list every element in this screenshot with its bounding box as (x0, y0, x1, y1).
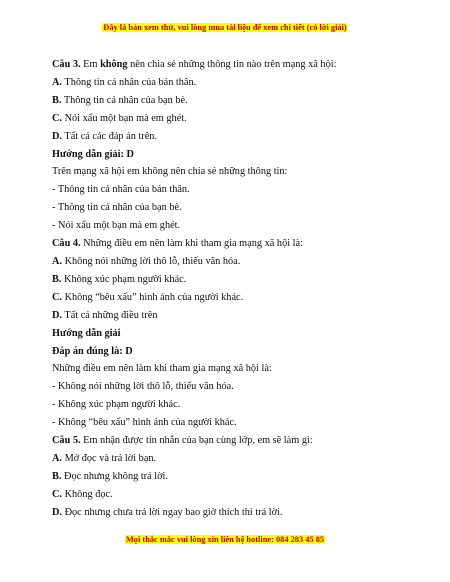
hotline-banner (0, 535, 450, 544)
answer-text: Đáp án đúng là: D (52, 345, 133, 357)
option-letter: B. (52, 470, 62, 482)
option-c (52, 110, 412, 128)
solution-heading (52, 146, 412, 164)
option-letter: D. (52, 506, 63, 518)
option-text: Không nói những lời thô lỗ, thiếu văn hóa. (62, 255, 241, 267)
option-text: Không đọc. (62, 488, 113, 500)
option-letter: C. (52, 291, 63, 303)
explanation-item: - Thông tin cá nhân của bạn bè. (52, 202, 182, 214)
option-letter: A. (52, 76, 63, 88)
option-text: Đọc nhưng chưa trả lời ngay bao giờ thích thì trả lời. (62, 506, 283, 518)
option-a (52, 450, 412, 468)
hotline-banner-text: Mọi thắc mắc vui lòng xin liên hệ hotline: 084 283 45 85 (125, 535, 325, 544)
option-a (52, 253, 412, 271)
explanation-item: - Không xúc phạm người khác. (52, 399, 181, 411)
option-text: Thông tin cá nhân của bản thân. (62, 76, 197, 88)
option-letter: B. (52, 273, 62, 285)
explanation-intro: Những điều em nên làm khi tham gia mạng xã hội là: (52, 363, 272, 375)
option-d (52, 504, 412, 522)
option-text: Thông tin cá nhân của bạn bè. (61, 94, 188, 106)
option-text: Tất cả các đáp án trên. (62, 130, 158, 142)
preview-banner (0, 23, 450, 32)
question-text: nên chia sẻ những thông tin nào trên mạng xã hội: (127, 59, 337, 70)
option-text: Tất cả những điều trên (62, 309, 158, 321)
question-label: Câu 4. (52, 238, 81, 250)
option-c (52, 486, 412, 504)
option-text: Không xúc phạm người khác. (61, 273, 187, 285)
document-body (52, 56, 412, 522)
question-text: Em nhận được tin nhắn của bạn cùng lớp, em sẽ làm gì: (80, 435, 313, 447)
option-c (52, 289, 412, 307)
question-text: Em (80, 59, 101, 70)
option-d (52, 307, 412, 325)
emphasis-word: không (100, 59, 128, 70)
option-d (52, 128, 412, 146)
option-letter: A. (52, 452, 63, 464)
explanation-item: - Thông tin cá nhân của bản thân. (52, 184, 190, 196)
question-label: Câu 5. (52, 435, 81, 447)
option-letter: D. (52, 309, 63, 321)
option-letter: A. (52, 255, 63, 267)
explanation-item: - Không “bêu xấu” hình ảnh của người khác. (52, 417, 237, 429)
question-label: Câu 3. (52, 59, 81, 70)
explanation-item: - Không nói những lời thô lỗ, thiếu văn hóa. (52, 381, 234, 393)
option-b (52, 92, 412, 110)
answer-line (52, 343, 412, 361)
preview-banner-text: Đây là bản xem thử, vui lòng mua tài liệu để xem chi tiết (có lời giải) (103, 23, 347, 32)
explanation-item: - Nói xấu một bạn mà em ghét. (52, 220, 181, 232)
solution-heading-text: Hướng dẫn giải (52, 327, 121, 339)
option-letter: C. (52, 488, 63, 500)
option-text: Mở đọc và trả lời bạn. (62, 452, 157, 464)
explanation-intro: Trên mạng xã hội em không nên chia sẻ những thông tin: (52, 166, 288, 178)
question-4 (52, 235, 412, 253)
solution-heading (52, 325, 412, 343)
option-a (52, 74, 412, 92)
question-text: Những điều em nên làm khi tham gia mạng xã hội là: (80, 238, 303, 250)
question-3 (52, 56, 412, 74)
option-b (52, 271, 412, 289)
option-text: Không “bêu xấu” hình ảnh của người khác. (62, 291, 244, 303)
question-5 (52, 432, 412, 450)
option-letter: C. (52, 112, 63, 124)
solution-heading-text: Hướng dẫn giải: D (52, 148, 134, 160)
option-text: Đọc nhưng không trả lời. (61, 470, 168, 482)
option-b (52, 468, 412, 486)
option-letter: B. (52, 94, 62, 106)
option-letter: D. (52, 130, 63, 142)
option-text: Nói xấu một bạn mà em ghét. (62, 112, 187, 124)
